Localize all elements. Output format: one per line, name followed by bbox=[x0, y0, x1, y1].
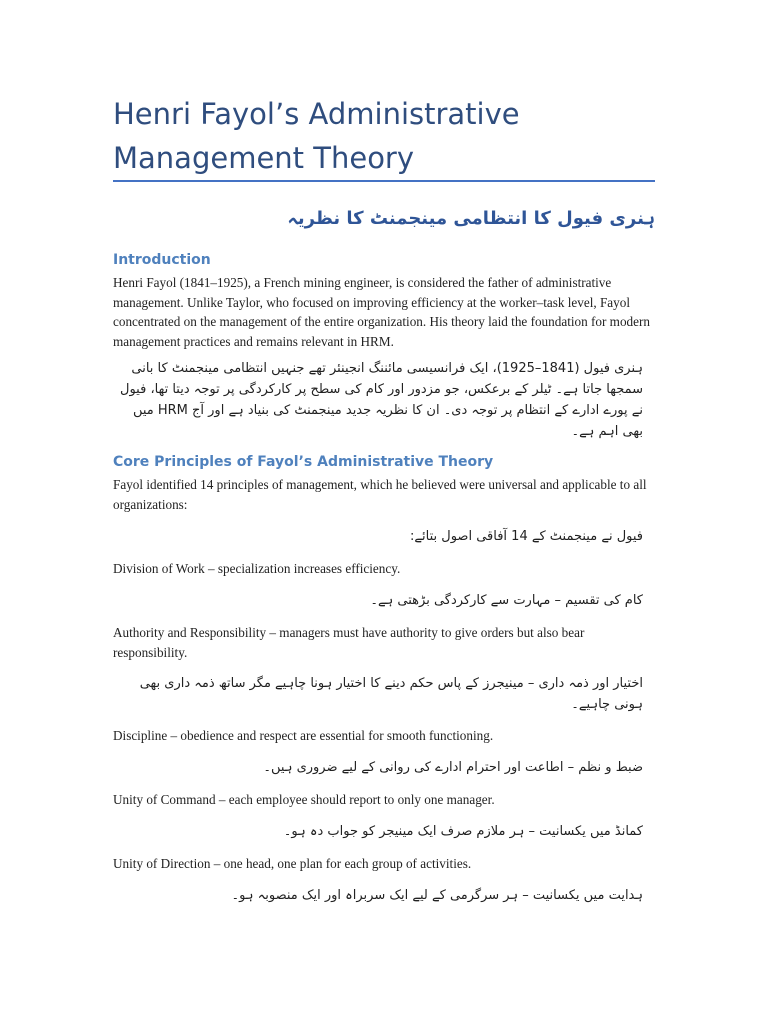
principle-1-en: Division of Work – specialization increases efficiency. bbox=[113, 561, 401, 576]
section-heading-core-principles: Core Principles of Fayol’s Administrative Theory bbox=[113, 454, 494, 470]
title-divider bbox=[113, 180, 655, 182]
core-principles-paragraph: Fayol identified 14 principles of management, which he believed were universal and applicable to all organizations: bbox=[113, 477, 647, 512]
page-title: Henri Fayol’s Administrative Management Theory bbox=[113, 97, 520, 175]
principle-3-ur: ضبط و نظم – اطاعت اور احترام ادارے کی روانی کے لیے ضروری ہیں۔ bbox=[263, 760, 643, 775]
urdu-title-text: ہنری فیول کا انتظامی مینجمنٹ کا نظریہ bbox=[287, 208, 655, 229]
principle-2-en: Authority and Responsibility – managers must have authority to give orders but also bear responsibility. bbox=[113, 625, 585, 660]
principle-4-ur: کمانڈ میں یکسانیت – ہر ملازم صرف ایک مینیجر کو جواب دہ ہو۔ bbox=[283, 824, 643, 839]
principle-5-en: Unity of Direction – one head, one plan for each group of activities. bbox=[113, 856, 472, 871]
core-principles-urdu: فیول نے مینجمنٹ کے 14 آفاقی اصول بتائے: bbox=[410, 529, 643, 544]
introduction-paragraph: Henri Fayol (1841–1925), a French mining engineer, is considered the father of administrative management. Unlike Taylor, who focused on improving efficiency at the worker–task level, Fayol concentrated on the management of the entire organization. His theory laid the foundation for modern management practices and remains relevant in HRM. bbox=[113, 275, 650, 349]
principle-1-ur: کام کی تقسیم – مہارت سے کارکردگی بڑھتی ہے۔ bbox=[370, 593, 643, 608]
urdu-title bbox=[113, 208, 655, 229]
principle-4-en: Unity of Command – each employee should report to only one manager. bbox=[113, 792, 495, 807]
principle-5-ur: ہدایت میں یکسانیت – ہر سرگرمی کے لیے ایک سربراہ اور ایک منصوبہ ہو۔ bbox=[231, 888, 643, 903]
introduction-urdu-paragraph: ہنری فیول (1841–1925)، ایک فرانسیسی مائننگ انجینئر تھے جنہیں انتظامی مینجمنٹ کا بانی سمجھا جاتا ہے۔ ٹیلر کے برعکس، جو مزدور اور کام کی سطح پر کارکردگی پر توجہ دیتا تھا، فیول نے پورے ادارے کے انتظام پر توجہ دی۔ ان کا نظریہ جدید مینجمنٹ کی بنیاد ہے اور آج HRM میں بھی اہم ہے۔ bbox=[120, 361, 643, 439]
principle-2-ur: اختیار اور ذمہ داری – مینیجرز کے پاس حکم دینے کا اختیار ہونا چاہیے مگر ساتھ ذمہ داری بھی ہونی چاہیے۔ bbox=[139, 676, 643, 712]
principle-3-en: Discipline – obedience and respect are essential for smooth functioning. bbox=[113, 728, 494, 743]
section-heading-introduction: Introduction bbox=[113, 252, 211, 268]
